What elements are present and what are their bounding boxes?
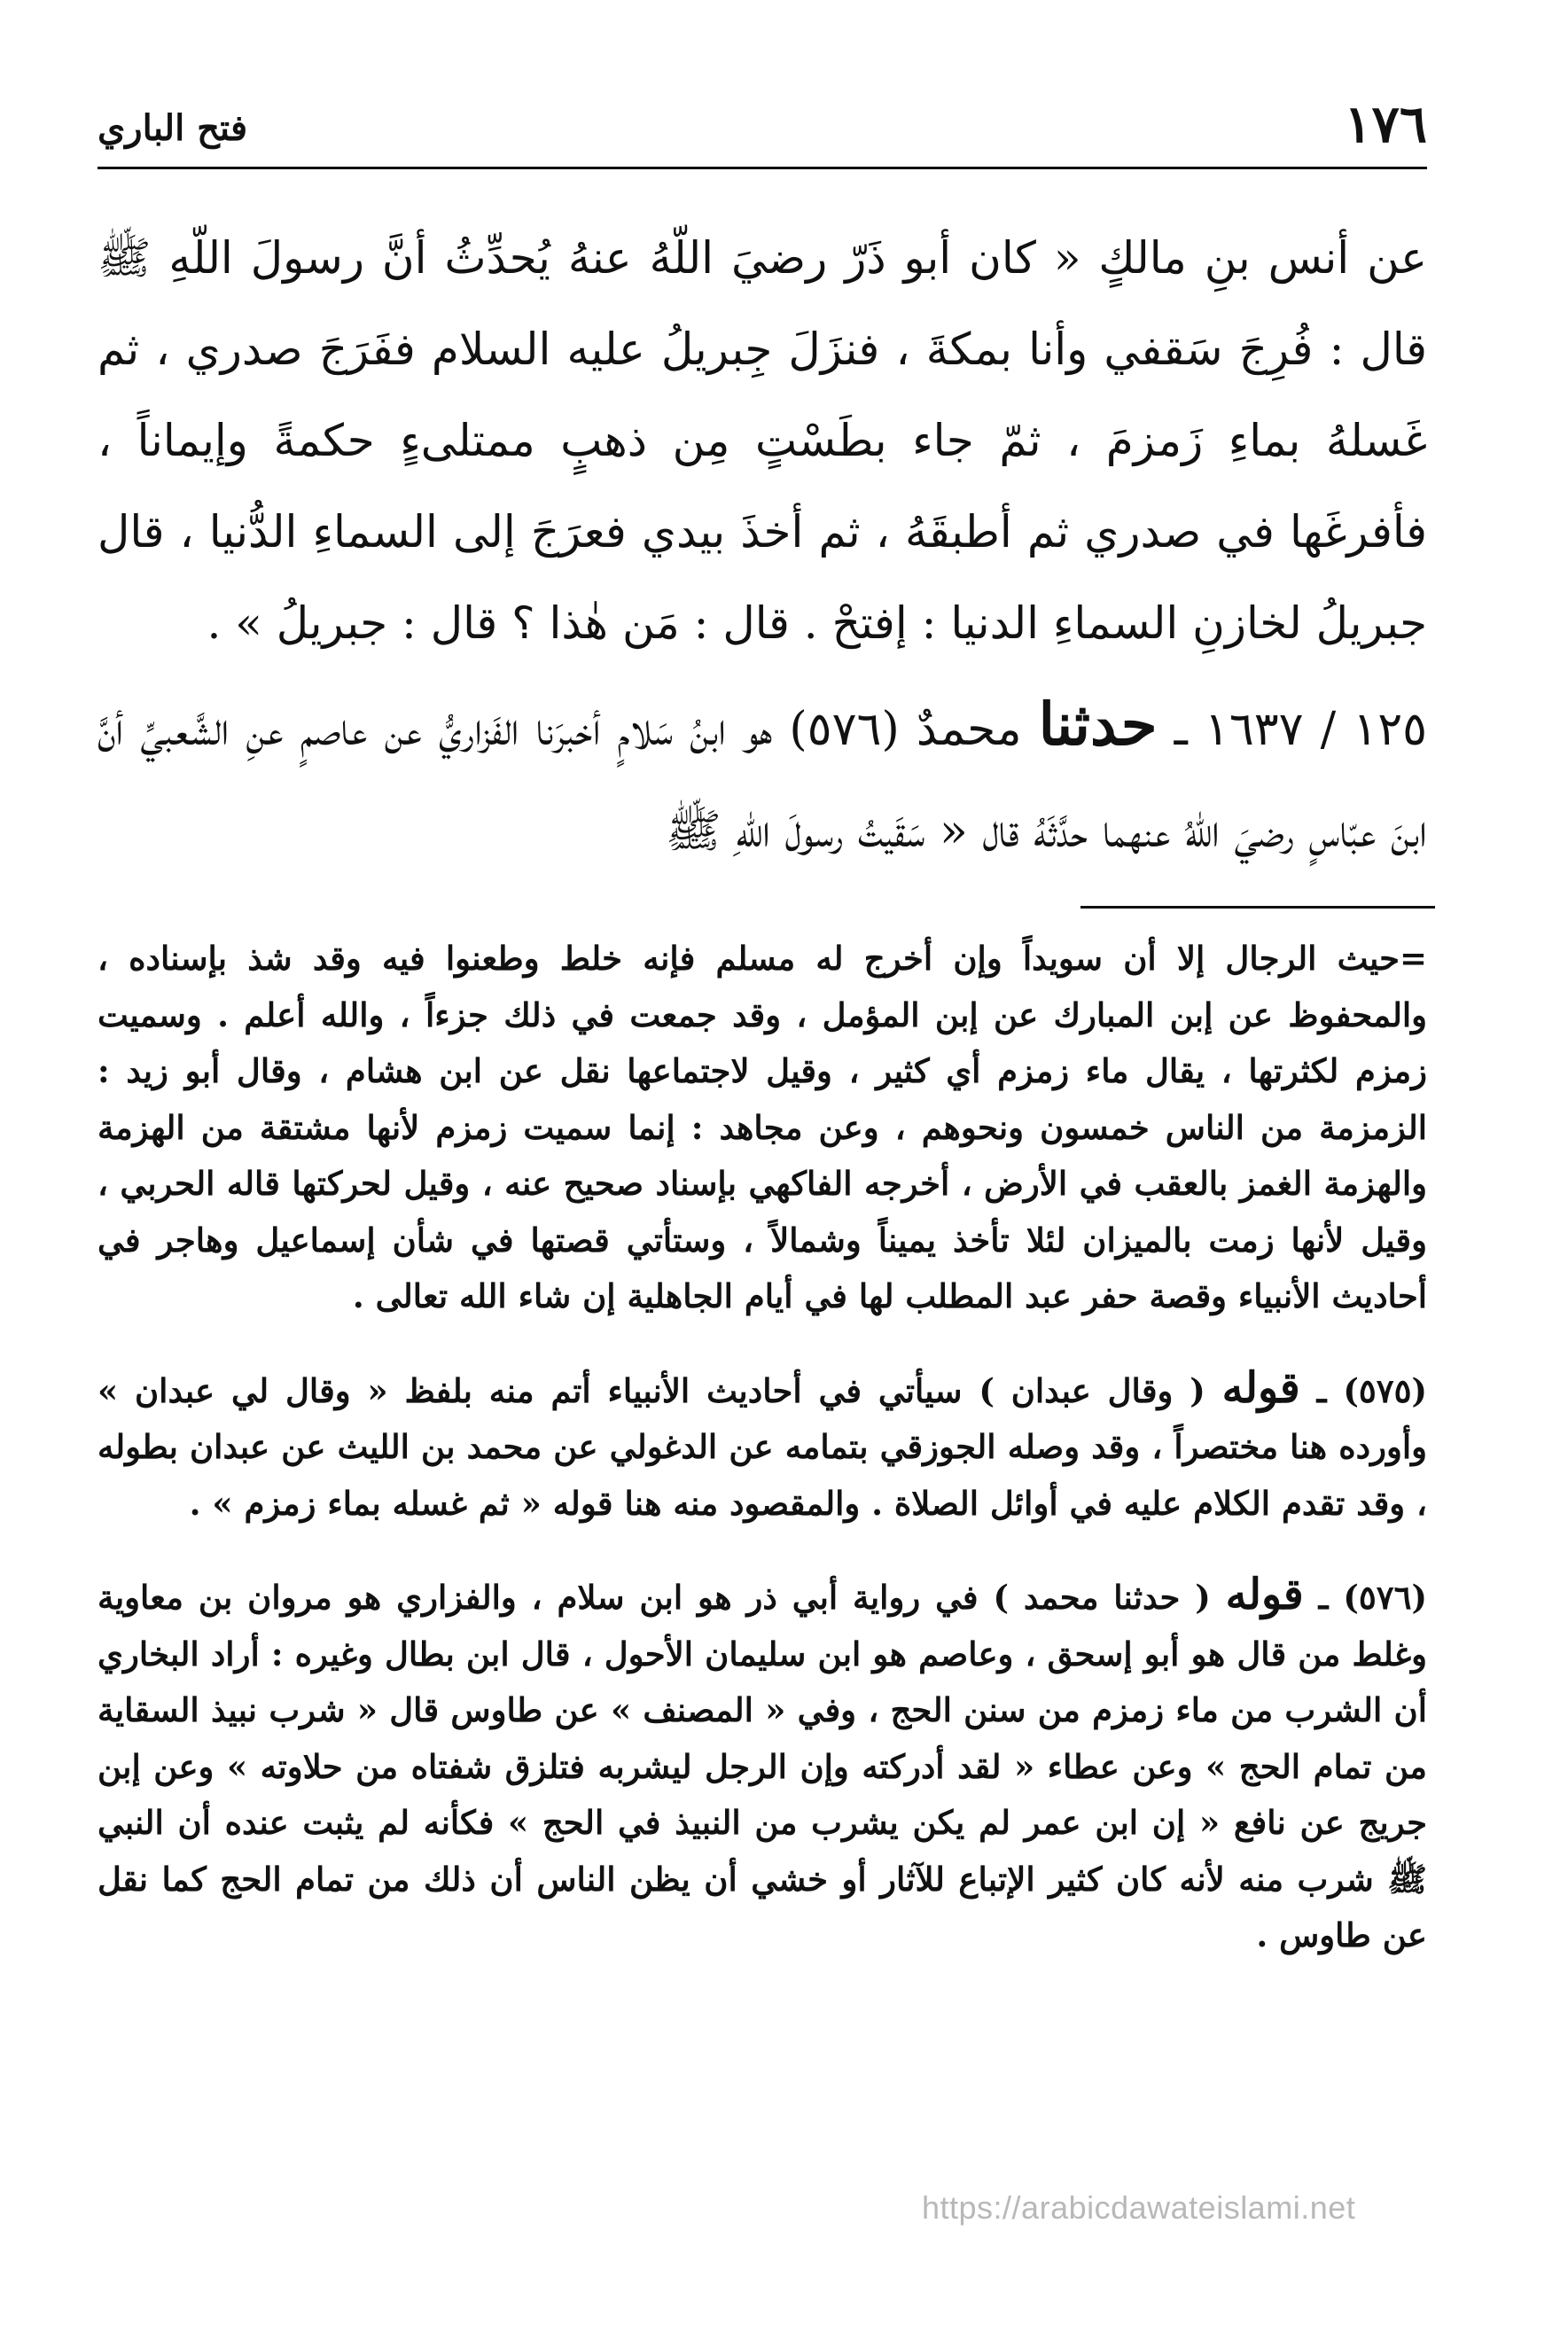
page-header [98,89,1427,168]
watermark-url: https://arabicdawateislami.net [922,2189,1356,2226]
footnote-576-number: (٥٧٦) ـ [1318,1578,1427,1617]
footnotes-section [98,931,1427,1964]
footnote-575-text: ( وقال عبدان ) سيأتي في أحاديث الأنبياء أتم منه بلفظ « وقال لي عبدان » وأورده هنا مختصراً ، وقد وصله الجوزقي بتمامه عن الدغولي عن محمد بن الليث عن عبدان بطوله ، وقد تقدم الكلام عليه في أوائل الصلاة . والمقصود منه هنا قوله « ثم غسله بماء زمزم » . [98,1370,1427,1523]
hadith-text-1 [98,213,1427,669]
footnote-576-keyword: قوله [1225,1570,1304,1619]
footnote-continuation-text: =حيث الرجال إلا أن سويداً وإن أخرج له مسلم فإنه خلط وطعنوا فيه وقد شذ بإسناده ، والمحفوظ عن إبن المبارك عن إبن المؤمل ، وقد جمعت في ذلك جزءاً ، والله أعلم . وسميت زمزم لكثرتها ، يقال ماء زمزم أي كثير ، وقيل لاجتماعها نقل عن ابن هشام ، وقال أبو زيد : الزمزمة من الناس خمسون ونحوهم ، وعن مجاهد : إنما سميت زمزم لأنها مشتقة من الهزمة والهزمة الغمز بالعقب في الأرض ، أخرجه الفاكهي بإسناد صحيح عنه ، وقيل لحركتها قاله الحربي ، وقيل لأنها زمت بالميزان لئلا تأخذ يميناً وشمالاً ، وستأتي قصتها في شأن إسماعيل وهاجر في أحاديث الأنبياء وقصة حفر عبد المطلب لها في أيام الجاهلية إن شاء الله تعالى . [98,939,1427,1315]
footnote-continuation [98,931,1427,1325]
footnote-575-keyword: قوله [1221,1362,1300,1413]
hadith-1-body: عن أنس بنِ مالكٍ « كان أبو ذَرّ رضيَ اللّهُ عنهُ يُحدِّثُ أنَّ رسولَ اللّهِ ﷺ قال : فُرِجَ سَقفي وأنا بمكةَ ، فنزَلَ جِبريلُ عليه السلام ففَرَجَ صدري ، ثم غَسلهُ بماءِ زَمزمَ ، ثمّ جاء بطَسْتٍ مِن ذهبٍ ممتلىءٍ حكمةً وإيماناً ، فأفرغَها في صدري ثم أطبقَهُ ، ثم أخذَ بيدي فعرَجَ إلى السماءِ الدُّنيا ، قال جبريلُ لخازنِ السماءِ الدنيا : إفتحْ . قال : مَن هٰذا ؟ قال : جبريلُ » . [98,232,1427,649]
hadith-text-2 [98,674,1427,883]
footnote-576 [98,1567,1427,1964]
running-title: فتح الباري [98,107,248,149]
page-number: ١٧٦ [1344,94,1427,154]
hadith-2-number: ١٢٥ / ١٦٣٧ ـ [1174,703,1428,756]
hadith-2-keyword: حدثنا [1038,690,1158,759]
hadith-2-body: محمدٌ (٥٧٦) هو ابنُ سَلامٍ أخبرَنا الفَزاريُّ عن عاصمٍ عنِ الشَّعبيِّ أنَّ ابنَ عبّاسٍ رضيَ اللّهُ عنهما حدَّثَهُ قال « سَقَيتُ رسولَ اللّهِ ﷺ [98,703,1427,858]
footnote-575 [98,1361,1427,1533]
footnote-575-number: (٥٧٥) ـ [1316,1370,1427,1410]
footnote-separator [1080,906,1435,909]
header-divider [98,167,1427,169]
footnote-576-text: ( حدثنا محمد ) في رواية أبي ذر هو ابن سلام ، والفزاري هو مروان بن معاوية وغلط من قال هو أبو إسحق ، وعاصم هو ابن سليمان الأحول ، قال ابن بطال وغيره : أراد البخاري أن الشرب من ماء زمزم من سنن الحج ، وفي « المصنف » عن طاوس قال « شرب نبيذ السقاية من تمام الحج » وعن عطاء « لقد أدركته وإن الرجل ليشربه فتلزق شفتاه من حلاوته » وعن إبن جريج عن نافع « إن ابن عمر لم يكن يشرب من النبيذ في الحج » فكأنه لم يثبت عنده أن النبي ﷺ شرب منه لأنه كان كثير الإتباع للآثار أو خشي أن يظن الناس أن ذلك من تمام الحج كما نقل عن طاوس . [98,1578,1427,1954]
